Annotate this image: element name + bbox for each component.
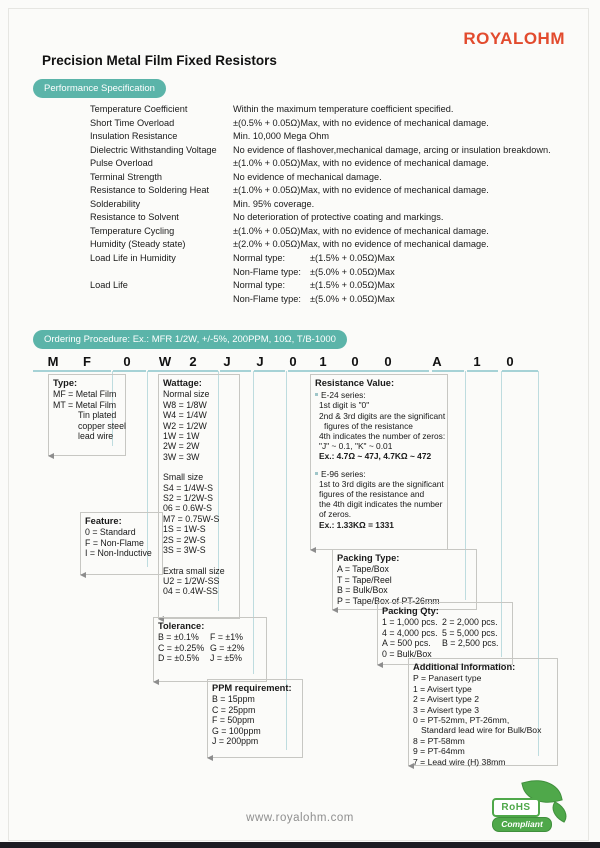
ordering-box-tolerance bbox=[153, 617, 267, 682]
code-letter: 0 bbox=[123, 354, 131, 369]
box-line: Extra small size bbox=[163, 565, 225, 576]
box-line: 1 = Avisert type bbox=[413, 683, 472, 694]
box-line: C = 25ppm bbox=[212, 704, 256, 715]
spec-row-label: Pulse Overload bbox=[90, 158, 153, 169]
box-line: 0 = Standard bbox=[85, 527, 136, 538]
code-underline bbox=[220, 370, 251, 372]
box-line-col2: J = ±5% bbox=[210, 653, 242, 664]
box-line-col1: D = ±0.5% bbox=[158, 653, 200, 664]
code-letter: F bbox=[83, 354, 91, 369]
spec-value-type: Non-Flame type: bbox=[233, 293, 301, 304]
spec-value: ±(0.5% + 0.05Ω)Max, with no evidence of mechanical damage. bbox=[233, 117, 489, 128]
box-line: 3S = 3W-S bbox=[163, 545, 206, 556]
box-line: E-96 series: bbox=[315, 469, 443, 479]
box-line: Ex.: 4.7Ω ~ 47J, 4.7KΩ ~ 472 bbox=[319, 451, 432, 462]
spec-value-type: Normal type: bbox=[233, 253, 286, 264]
box-title: Packing Qty: bbox=[382, 606, 439, 616]
spec-value: Within the maximum temperature coefficient specified. bbox=[233, 104, 454, 114]
box-arrow-icon bbox=[153, 679, 159, 685]
box-arrow-icon bbox=[332, 607, 338, 613]
footer-url: www.royalohm.com bbox=[246, 812, 354, 824]
bullet-icon bbox=[315, 393, 318, 396]
page-title: Precision Metal Film Fixed Resistors bbox=[42, 53, 277, 68]
box-line: 06 = 0.6W-S bbox=[163, 503, 212, 514]
box-line-col1: A = 500 pcs. bbox=[382, 638, 431, 649]
box-line: W2 = 1/2W bbox=[163, 420, 207, 431]
code-letter: 1 bbox=[473, 354, 481, 369]
box-title: Resistance Value: bbox=[315, 378, 395, 388]
box-line-col1: C = ±0.25% bbox=[158, 642, 205, 653]
box-line: 3 = Avisert type 3 bbox=[413, 704, 480, 715]
box-line: 0 = Bulk/Box bbox=[382, 648, 432, 659]
box-line bbox=[158, 643, 262, 653]
code-letter: W bbox=[158, 354, 172, 369]
box-arrow-icon bbox=[80, 572, 86, 578]
spec-row-label: Load Life in Humidity bbox=[90, 253, 176, 264]
box-title: Tolerance: bbox=[158, 621, 205, 631]
code-underline bbox=[502, 370, 538, 372]
box-arrow-icon bbox=[48, 453, 54, 459]
box-line: F = Non-Flame bbox=[85, 537, 144, 548]
box-arrow-icon bbox=[408, 763, 414, 769]
spec-row-label: Resistance to Soldering Heat bbox=[90, 185, 209, 196]
code-underline bbox=[288, 370, 429, 372]
code-letter: 0 bbox=[384, 354, 392, 369]
spec-row-label: Short Time Overload bbox=[90, 117, 175, 128]
code-underline bbox=[148, 370, 218, 372]
box-gap bbox=[315, 462, 443, 467]
box-gap bbox=[163, 462, 235, 467]
box-line: MT = Metal Film bbox=[53, 399, 117, 410]
box-line: 3W = 3W bbox=[163, 451, 200, 462]
box-line-col2: F = ±1% bbox=[210, 632, 243, 643]
code-letter: 2 bbox=[189, 354, 197, 369]
performance-section-header: Performance Specification bbox=[33, 79, 166, 98]
code-letter: 1 bbox=[319, 354, 327, 369]
spec-value: ±(5.0% + 0.05Ω)Max bbox=[310, 266, 395, 277]
spec-row-label: Resistance to Solvent bbox=[90, 212, 179, 223]
spec-row-label: Terminal Strength bbox=[90, 171, 163, 182]
box-line: 1st to 3rd digits are the significant bbox=[319, 478, 444, 489]
box-line: 9 = PT-64mm bbox=[413, 746, 465, 757]
box-line: figures of the resistance bbox=[324, 420, 413, 431]
spec-value: ±(1.0% + 0.05Ω)Max, with no evidence of mechanical damage. bbox=[233, 185, 489, 196]
code-letter: A bbox=[432, 354, 442, 369]
box-line: "J" ~ 0.1, "K" ~ 0.01 bbox=[319, 441, 393, 452]
code-letter: 0 bbox=[289, 354, 297, 369]
spec-row-label: Insulation Resistance bbox=[90, 131, 178, 142]
bottom-bar bbox=[0, 842, 600, 848]
ordering-box-packing-type bbox=[332, 549, 477, 610]
code-letter: J bbox=[256, 354, 264, 369]
box-title: Additional Information: bbox=[413, 662, 516, 672]
spec-row-label: Solderability bbox=[90, 198, 141, 209]
box-line bbox=[382, 617, 508, 627]
ordering-box-wattage bbox=[158, 374, 240, 619]
code-letter: 0 bbox=[351, 354, 359, 369]
code-underline bbox=[33, 370, 111, 372]
spec-row-label: Temperature Cycling bbox=[90, 225, 175, 236]
ordering-box-feature bbox=[80, 512, 163, 575]
box-line: Normal size bbox=[163, 389, 210, 400]
spec-value: No evidence of mechanical damage. bbox=[233, 171, 382, 182]
box-line: Ex.: 1.33KΩ = 1331 bbox=[319, 519, 394, 530]
box-title: Packing Type: bbox=[337, 553, 400, 563]
box-line-col1: B = ±0.1% bbox=[158, 632, 199, 643]
box-line-col2: 2 = 2,000 pcs. bbox=[442, 617, 498, 628]
box-gap bbox=[163, 556, 235, 561]
box-line: G = 100ppm bbox=[212, 725, 261, 736]
code-underline bbox=[467, 370, 498, 372]
box-line-col2: G = ±2% bbox=[210, 642, 245, 653]
box-line: 7 = Lead wire (H) 38mm bbox=[413, 756, 506, 767]
spec-value: ±(1.0% + 0.05Ω)Max, with no evidence of mechanical damage. bbox=[233, 225, 489, 236]
ordering-box-packing-qty bbox=[377, 602, 513, 665]
spec-value-type: Normal type: bbox=[233, 280, 286, 291]
box-title: Wattage: bbox=[163, 378, 202, 388]
box-line bbox=[158, 632, 262, 642]
box-line: 0 = PT-52mm, PT-26mm, bbox=[413, 715, 510, 726]
box-arrow-icon bbox=[377, 662, 383, 668]
ordering-section-header: Ordering Procedure: Ex.: MFR 1/2W, +/-5%, 200PPM, 10Ω, T/B-1000 bbox=[33, 330, 347, 349]
box-line: P = Tape/Box of PT-26mm bbox=[337, 595, 440, 606]
spec-value: No deterioration of protective coating and markings. bbox=[233, 212, 444, 223]
brand-logo: ROYALOHM bbox=[463, 29, 565, 48]
bullet-icon bbox=[315, 472, 318, 475]
box-line: T = Tape/Reel bbox=[337, 574, 392, 585]
box-line bbox=[158, 653, 262, 663]
box-line: lead wire bbox=[78, 431, 114, 442]
box-line: W8 = 1/8W bbox=[163, 399, 207, 410]
spec-value: ±(1.0% + 0.05Ω)Max, with no evidence of mechanical damage. bbox=[233, 158, 489, 169]
box-line-col2: B = 2,500 pcs. bbox=[442, 638, 499, 649]
box-line: I = Non-Inductive bbox=[85, 548, 152, 559]
spec-value: Min. 10,000 Mega Ohm bbox=[233, 131, 330, 142]
code-letter: 0 bbox=[506, 354, 514, 369]
code-letter: M bbox=[47, 354, 59, 369]
box-line: J = 200ppm bbox=[212, 736, 259, 747]
box-line: 2 = Avisert type 2 bbox=[413, 694, 480, 705]
box-title: Type: bbox=[53, 378, 78, 388]
box-line: Tin plated bbox=[78, 410, 117, 421]
box-line: B = Bulk/Box bbox=[337, 585, 388, 596]
box-line-col1: 1 = 1,000 pcs. bbox=[382, 617, 438, 628]
spec-row-label: Temperature Coefficient bbox=[90, 104, 188, 114]
box-title: PPM requirement: bbox=[212, 683, 292, 693]
box-line: 1st digit is "0" bbox=[319, 400, 370, 411]
box-line: figures of the resistance and bbox=[319, 489, 425, 500]
box-line: S4 = 1/4W-S bbox=[163, 482, 213, 493]
box-arrow-icon bbox=[310, 547, 316, 553]
spec-value: No evidence of flashover,mechanical damage, arcing or insulation breakdown. bbox=[233, 144, 551, 155]
box-line: P = Panasert type bbox=[413, 673, 482, 684]
box-line: MF = Metal Film bbox=[53, 389, 117, 400]
rohs-logo bbox=[492, 778, 570, 842]
code-underline bbox=[254, 370, 285, 372]
box-line: 8 = PT-58mm bbox=[413, 735, 465, 746]
box-arrow-icon bbox=[207, 755, 213, 761]
box-line: 04 = 0.4W-SS bbox=[163, 586, 218, 597]
spec-value: ±(1.5% + 0.05Ω)Max bbox=[310, 253, 395, 264]
box-line bbox=[382, 638, 508, 648]
box-line: M7 = 0.75W-S bbox=[163, 513, 220, 524]
box-line-col2: 5 = 5,000 pcs. bbox=[442, 627, 498, 638]
box-line: E-24 series: bbox=[315, 390, 443, 400]
spec-value: Min. 95% coverage. bbox=[233, 198, 315, 209]
box-line: 1S = 1W-S bbox=[163, 524, 206, 535]
box-line: the 4th digit indicates the number bbox=[319, 499, 443, 510]
box-line: F = 50ppm bbox=[212, 715, 255, 726]
box-line: copper steel bbox=[78, 420, 126, 431]
box-line: 2W = 2W bbox=[163, 441, 200, 452]
spec-value: ±(1.5% + 0.05Ω)Max bbox=[310, 280, 395, 291]
box-line: A = Tape/Box bbox=[337, 564, 389, 575]
ordering-box-ppm bbox=[207, 679, 303, 758]
code-letter: J bbox=[223, 354, 231, 369]
spec-row-label: Dielectric Withstanding Voltage bbox=[90, 144, 217, 155]
code-underline bbox=[113, 370, 146, 372]
box-line: 1W = 1W bbox=[163, 431, 200, 442]
spec-value: ±(2.0% + 0.05Ω)Max, with no evidence of mechanical damage. bbox=[233, 239, 489, 250]
box-line: 2nd & 3rd digits are the significant bbox=[319, 410, 446, 421]
spec-row-label: Load Life bbox=[90, 280, 128, 291]
box-line: 2S = 2W-S bbox=[163, 534, 206, 545]
box-line: 4th indicates the number of zeros: bbox=[319, 431, 446, 442]
rohs-compliant-badge: Compliant bbox=[492, 817, 552, 832]
box-line: Standard lead wire for Bulk/Box bbox=[421, 725, 542, 736]
spec-value: ±(5.0% + 0.05Ω)Max bbox=[310, 293, 395, 304]
box-line: Small size bbox=[163, 472, 204, 483]
ordering-box-additional bbox=[408, 658, 558, 766]
leaf-icon bbox=[548, 801, 571, 823]
ordering-box-resistance bbox=[310, 374, 448, 550]
box-line: S2 = 1/2W-S bbox=[163, 493, 213, 504]
box-line: U2 = 1/2W-SS bbox=[163, 575, 220, 586]
rohs-badge: RoHS bbox=[492, 798, 540, 817]
box-line-col1: 4 = 4,000 pcs. bbox=[382, 627, 438, 638]
box-line: of zeros. bbox=[319, 509, 352, 520]
spec-row-label: Humidity (Steady state) bbox=[90, 239, 186, 250]
spec-value-type: Non-Flame type: bbox=[233, 266, 301, 277]
box-line: B = 15ppm bbox=[212, 694, 255, 705]
ordering-box-type bbox=[48, 374, 126, 456]
box-title: Feature: bbox=[85, 516, 122, 526]
box-line bbox=[382, 628, 508, 638]
box-line: W4 = 1/4W bbox=[163, 410, 207, 421]
code-underline bbox=[432, 370, 464, 372]
